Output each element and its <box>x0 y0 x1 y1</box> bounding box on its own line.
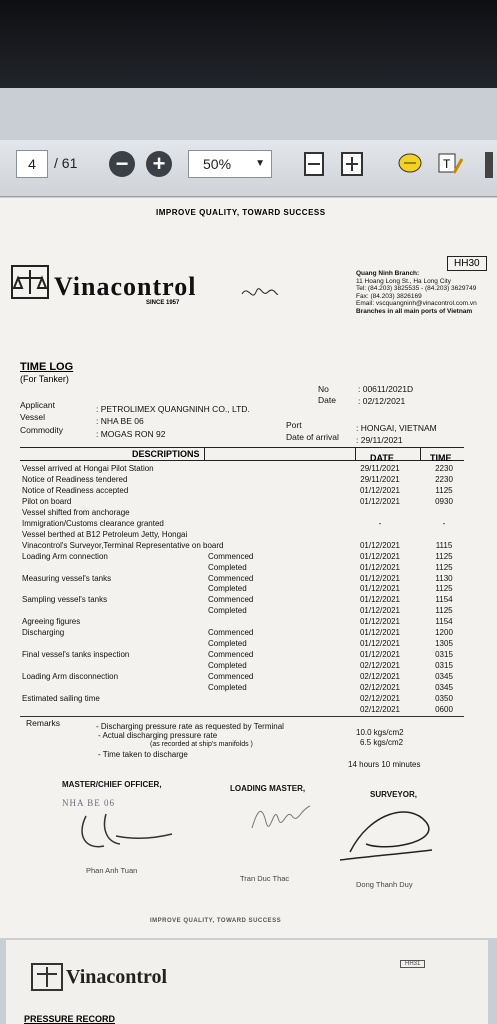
ship-stamp-text: NHA BE 06 <box>62 798 116 808</box>
applicant-label: Applicant <box>20 400 55 410</box>
form-code-box: HH30 <box>447 256 487 271</box>
arrival-label: Date of arrival <box>286 432 339 442</box>
next-page-title: PRESSURE RECORD <box>24 1014 116 1024</box>
speech-bubble-icon <box>397 151 423 177</box>
row-date: 01/12/2021 <box>359 639 401 649</box>
no-label: No <box>318 384 329 394</box>
row-date: 01/12/2021 <box>359 584 401 594</box>
row-status: Commenced <box>208 595 254 605</box>
document-page <box>0 198 497 938</box>
branch-fax: Fax: (84.203) 3826169 <box>356 292 422 300</box>
branch-note: Branches in all main ports of Vietnam <box>356 307 473 315</box>
fit-page-button[interactable] <box>300 150 328 178</box>
company-logo-text: Vinacontrol <box>54 272 197 301</box>
master-signature <box>56 806 176 852</box>
next-page-code: HH31 <box>400 960 425 968</box>
row-description: Agreeing figures <box>22 617 81 627</box>
row-date: 01/12/2021 <box>359 606 401 616</box>
row-description: Pilot on board <box>22 496 72 506</box>
row-status: Commenced <box>208 672 254 682</box>
row-description: Vessel shifted from anchorage <box>22 507 130 517</box>
table-bottom-rule <box>20 716 464 717</box>
row-date: 01/12/2021 <box>359 540 401 550</box>
vessel-label: Vessel <box>20 412 46 422</box>
row-description: Discharging <box>22 628 65 638</box>
row-description: Final vessel's tanks inspection <box>22 650 130 660</box>
row-date: 02/12/2021 <box>359 683 401 692</box>
row-time: 1125 <box>435 606 453 616</box>
row-date: 01/12/2021 <box>359 562 401 572</box>
remarks-label: Remarks <box>26 718 61 728</box>
row-date: 02/12/2021 <box>359 661 401 671</box>
page-title: TIME LOG <box>20 361 74 373</box>
full-screen-icon <box>340 151 364 177</box>
commodity-value: : MOGAS RON 92 <box>96 429 166 439</box>
next-page-logo-text: Vinacontrol <box>66 966 168 988</box>
row-date: 02/12/2021 <box>359 704 401 714</box>
master-name: Phan Anh Tuan <box>86 866 138 875</box>
text-highlight-icon <box>436 151 464 177</box>
row-time: 1115 <box>435 540 453 550</box>
page-total: / 61 <box>54 155 78 171</box>
header-divider <box>204 448 205 460</box>
row-time: 1130 <box>435 573 453 583</box>
header-divider-2 <box>355 448 356 460</box>
remarks-value-2: 6.5 kgs/cm2 <box>360 738 404 747</box>
remarks-value-4: 14 hours 10 minutes <box>348 760 421 769</box>
row-status: Completed <box>208 639 247 649</box>
next-page <box>6 940 488 1024</box>
handwritten-mark <box>240 280 280 306</box>
svg-text:T: T <box>443 157 451 171</box>
applicant-value: : PETROLIMEX QUANGNINH CO., LTD. <box>96 404 250 414</box>
page-subtitle: (For Tanker) <box>20 374 69 384</box>
row-time: - <box>442 518 446 528</box>
row-date: 02/12/2021 <box>359 672 401 682</box>
plus-icon: + <box>146 151 172 177</box>
row-date: 02/12/2021 <box>359 693 401 703</box>
row-status: Completed <box>208 683 247 692</box>
row-time: 0930 <box>435 496 453 506</box>
full-screen-button[interactable] <box>338 150 366 178</box>
banner-bottom: IMPROVE QUALITY, TOWARD SUCCESS <box>150 918 282 924</box>
row-date: 01/12/2021 <box>359 551 401 561</box>
row-time: 1200 <box>435 628 453 638</box>
row-description: Sampling vessel's tanks <box>22 595 108 605</box>
row-time: 1305 <box>435 639 453 649</box>
row-description: Measuring vessel's tanks <box>22 573 112 583</box>
branch-tel: Tel: (84.203) 3825535 - (84.203) 3629749 <box>356 285 477 292</box>
header-time: TIME <box>430 453 452 463</box>
row-status: Commenced <box>208 628 254 638</box>
row-description: Estimated sailing time <box>22 693 100 703</box>
comment-button[interactable] <box>396 150 424 178</box>
row-date: 01/12/2021 <box>359 573 401 583</box>
row-description: Loading Arm connection <box>22 551 108 561</box>
row-date: 01/12/2021 <box>359 628 401 638</box>
row-time: 1125 <box>435 551 453 561</box>
row-time: 1154 <box>435 595 453 605</box>
row-time: 0600 <box>435 704 453 714</box>
commodity-label: Commodity <box>20 425 63 435</box>
highlight-text-button[interactable] <box>436 150 464 178</box>
row-description: Notice of Readiness tendered <box>22 474 128 484</box>
date-value: : 02/12/2021 <box>358 396 406 406</box>
loading-master-name: Tran Duc Thac <box>240 874 290 883</box>
time-log-table <box>20 464 470 724</box>
row-description: Vessel berthed at B12 Petroleum Jetty, Hongai <box>22 529 188 539</box>
header-date: DATE <box>370 453 394 463</box>
branch-title: Quang Ninh Branch: <box>356 270 420 277</box>
row-date: 01/12/2021 <box>359 496 401 506</box>
row-date: 01/12/2021 <box>359 617 401 627</box>
row-time: 2230 <box>435 464 453 473</box>
row-status: Completed <box>208 584 247 594</box>
no-value: : 00611/2021D <box>358 384 414 394</box>
remarks-line-4: - Time taken to discharge <box>98 750 188 759</box>
row-date: 29/11/2021 <box>360 464 400 473</box>
remarks-line-2: - Actual discharging pressure rate <box>98 731 218 740</box>
row-status: Completed <box>208 562 247 572</box>
loading-master-signature <box>246 798 316 838</box>
pdf-toolbar <box>0 140 497 197</box>
row-date: 29/11/2021 <box>360 474 400 484</box>
page-number-input[interactable]: 4 <box>16 150 48 178</box>
vinacontrol-logo-icon-2 <box>30 962 64 992</box>
row-time: 0315 <box>435 650 453 660</box>
vessel-value: : NHA BE 06 <box>96 416 144 426</box>
vinacontrol-logo-icon <box>10 264 50 300</box>
logo-since: SINCE 1957 <box>146 300 180 306</box>
port-value: : HONGAI, VIETNAM <box>356 423 437 433</box>
row-status: Commenced <box>208 573 254 583</box>
row-date: - <box>378 518 382 528</box>
row-date: 01/12/2021 <box>359 485 401 495</box>
remarks-value-1: 10.0 kgs/cm2 <box>356 728 404 737</box>
master-label: MASTER/CHIEF OFFICER, <box>62 780 162 789</box>
chevron-down-icon: ▼ <box>255 158 265 169</box>
row-time: 0350 <box>435 693 453 703</box>
zoom-select[interactable] <box>188 150 272 178</box>
row-time: 1154 <box>435 617 453 627</box>
row-time: 1125 <box>435 485 453 495</box>
row-status: Commenced <box>208 650 254 660</box>
date-label: Date <box>318 395 336 405</box>
branch-address: 11 Hoang Long St., Ha Long City <box>356 277 451 285</box>
loading-master-label: LOADING MASTER, <box>230 784 306 793</box>
row-time: 0345 <box>435 672 453 682</box>
surveyor-name: Dong Thanh Duy <box>356 880 413 889</box>
remarks-line-1: - Discharging pressure rate as requested by Terminal <box>96 722 284 731</box>
port-label: Port <box>286 420 302 430</box>
row-description: Loading Arm disconnection <box>22 672 119 682</box>
row-status: Completed <box>208 661 247 671</box>
row-description: Notice of Readiness accepted <box>22 485 129 495</box>
toolbar-edge <box>485 152 493 178</box>
zoom-value: 50% <box>203 156 232 172</box>
branch-email: Email: vscquangninh@vinacontrol.com.vn <box>356 300 477 307</box>
row-time: 0315 <box>435 661 453 671</box>
banner-top: IMPROVE QUALITY, TOWARD SUCCESS <box>156 208 326 217</box>
minus-icon: − <box>109 151 135 177</box>
ship-stamp <box>56 798 176 854</box>
row-time: 1125 <box>435 562 453 572</box>
monitor-bezel <box>0 0 497 90</box>
branch-info <box>356 270 477 315</box>
row-description: Immigration/Customs clearance granted <box>22 518 164 528</box>
row-date: 01/12/2021 <box>359 595 401 605</box>
row-status: Completed <box>208 606 247 616</box>
zoom-out-button[interactable] <box>108 150 136 178</box>
surveyor-signature <box>330 802 440 866</box>
header-descriptions: DESCRIPTIONS <box>132 449 200 459</box>
row-status: Commenced <box>208 551 254 561</box>
surveyor-label: SURVEYOR, <box>370 790 417 799</box>
row-time: 0345 <box>435 683 453 692</box>
arrival-value: : 29/11/2021 <box>356 435 403 445</box>
row-description: Vinacontrol's Surveyor,Terminal Representative on board <box>22 540 224 550</box>
row-description: Vessel arrived at Hongai Pilot Station <box>22 464 154 473</box>
row-date: 01/12/2021 <box>359 650 401 660</box>
zoom-in-button[interactable] <box>145 150 173 178</box>
row-time: 1125 <box>435 584 453 594</box>
fit-page-icon <box>302 151 326 177</box>
remarks-line-3: (as recorded at ship's manifolds ) <box>150 741 253 748</box>
row-time: 2230 <box>435 474 453 484</box>
table-header <box>20 447 464 461</box>
header-divider-3 <box>420 448 421 460</box>
